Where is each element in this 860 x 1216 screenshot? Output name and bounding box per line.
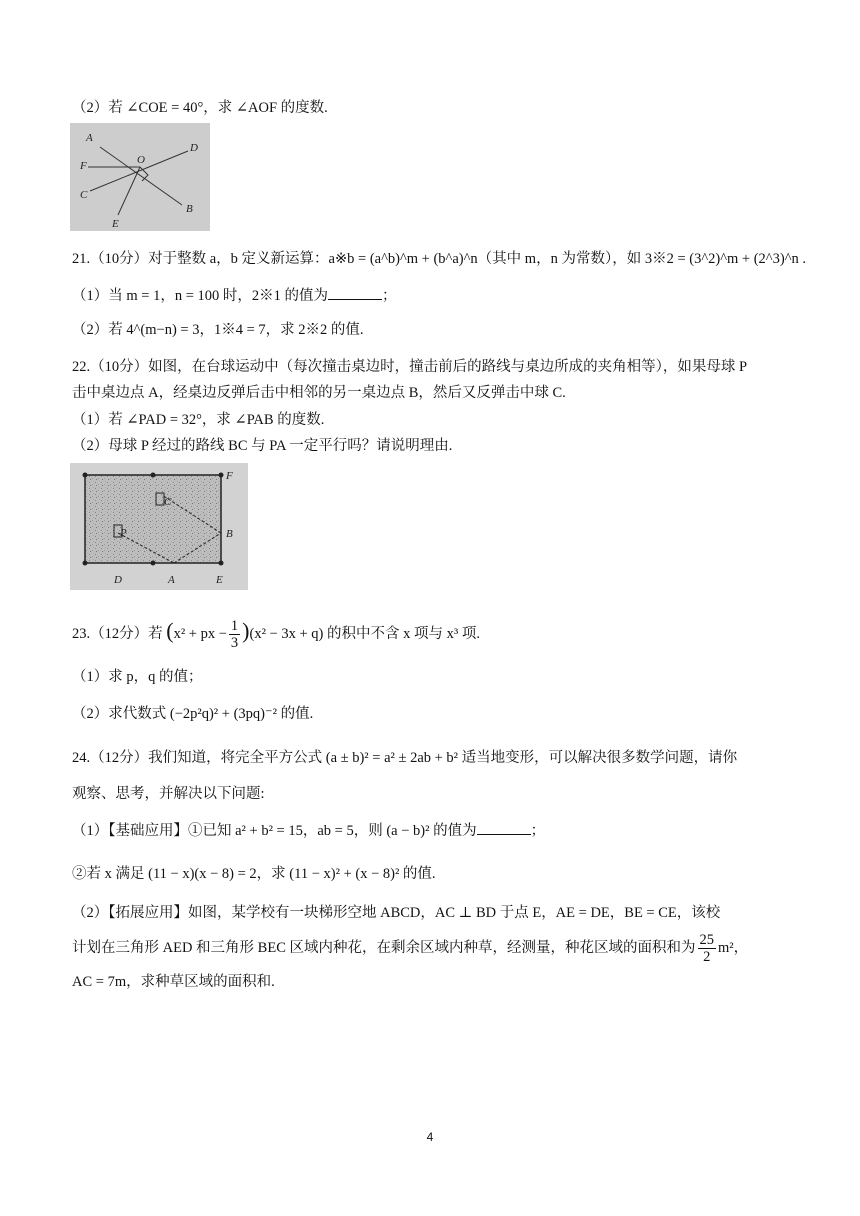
q23-frac-den: 3 xyxy=(230,635,239,652)
q22-part1: （1）若 ∠PAD = 32°，求 ∠PAB 的度数. xyxy=(72,412,325,428)
q24-part1-text: （1）【基础应用】①已知 a² + b² = 15，ab = 5，则 (a − b)² 的值为 xyxy=(72,823,477,839)
fig2-label-p: P xyxy=(120,527,127,539)
q23-expr-b: (x² − 3x + q) xyxy=(249,626,324,642)
fig1-label-e: E xyxy=(112,218,119,230)
q24-part1 xyxy=(72,820,545,841)
page-number: 4 xyxy=(426,1130,434,1144)
q22-stem-1: 22.（10分）如图，在台球运动中（每次撞击桌边时，撞击前后的路线与桌边所成的夹角相等），如果母球 P xyxy=(72,359,748,375)
fig2-label-a: A xyxy=(168,574,175,586)
fig2-label-d: D xyxy=(114,574,122,586)
q24-stem-2: 观察、思考，并解决以下问题: xyxy=(72,786,265,802)
q24-part2-2 xyxy=(72,928,748,968)
q24-part1-end: ； xyxy=(530,823,546,839)
q23-part1: （1）求 p，q 的值； xyxy=(72,669,203,685)
q23-expr-a: x² + px − xyxy=(173,626,227,642)
q24-answer-blank xyxy=(477,820,531,835)
fig2-label-e: E xyxy=(216,574,223,586)
fig1-label-c: C xyxy=(80,189,88,201)
q24-frac-num: 25 xyxy=(699,932,714,949)
angle-figure-svg xyxy=(70,123,210,231)
q21-answer-blank xyxy=(328,285,382,300)
q22-part2: （2）母球 P 经过的路线 BC 与 PA 一定平行吗？请说明理由. xyxy=(72,438,453,454)
q24-part2-2-text: 计划在三角形 AED 和三角形 BEC 区域内种花，在剩余区域内种草，经测量，种花区域的面积和为 xyxy=(72,940,696,956)
billiard-figure-svg xyxy=(70,463,248,590)
q21-part1 xyxy=(72,285,397,306)
billiard-figure xyxy=(70,463,248,590)
fig1-label-b: B xyxy=(186,203,193,215)
q24-part2-2-unit: m²， xyxy=(718,940,749,956)
q22-stem-2: 击中桌边点 A，经桌边反弹后击中相邻的另一桌边点 B，然后又反弹击中球 C. xyxy=(72,385,566,401)
fig2-label-f: F xyxy=(226,470,233,482)
fig2-label-c: C xyxy=(164,496,172,508)
q23-part2: （2）求代数式 (−2p²q)² + (3pq)⁻² 的值. xyxy=(72,706,314,722)
q24-frac-den: 2 xyxy=(703,949,711,966)
q24-stem-1: 24.（12分）我们知道，将完全平方公式 (a ± b)² = a² ± 2ab + b² 适当地变形，可以解决很多数学问题，请你 xyxy=(72,750,738,766)
q24-part1-2: ②若 x 满足 (11 − x)(x − 8) = 2，求 (11 − x)² + (x − 8)² 的值. xyxy=(72,866,436,882)
fig1-label-o: O xyxy=(137,154,145,166)
q20-part2: （2）若 ∠COE = 40°，求 ∠AOF 的度数. xyxy=(72,100,328,116)
q24-fraction xyxy=(698,932,717,965)
fig1-label-a: A xyxy=(86,132,93,144)
q23-fraction xyxy=(229,618,240,651)
q23-prefix: 23.（12分）若 xyxy=(72,626,163,642)
q21-part1-end: ； xyxy=(382,288,397,304)
q21-part1-text: （1）当 m = 1，n = 100 时，2※1 的值为 xyxy=(72,288,329,304)
q24-part2-3: AC = 7m，求种草区域的面积和. xyxy=(72,974,275,990)
fig1-label-f: F xyxy=(80,160,87,172)
fig1-label-d: D xyxy=(190,142,198,154)
fig2-label-b: B xyxy=(226,528,233,540)
angle-figure xyxy=(70,123,210,231)
q23-stem: 23.（12分）若 (x² + px − $\frac{1}{3}$ )(x² − 3x + q) 的积中不含 x 项与 x³ 项. xyxy=(72,618,480,652)
q21-part2: （2）若 4^(m−n) = 3，1※4 = 7，求 2※2 的值. xyxy=(72,322,364,338)
q24-part2-1: （2）【拓展应用】如图，某学校有一块梯形空地 ABCD，AC ⊥ BD 于点 E，AE = DE，BE = CE，该校 xyxy=(72,905,721,921)
q21-stem: 21.（10分）对于整数 a，b 定义新运算：a※b = (a^b)^m + (b^a)^n（其中 m，n 为常数），如 3※2 = (3^2)^m + (2^3)^n . xyxy=(72,251,806,267)
q23-frac-num: 1 xyxy=(230,618,239,635)
q23-suffix: 的积中不含 x 项与 x³ 项. xyxy=(326,626,480,642)
